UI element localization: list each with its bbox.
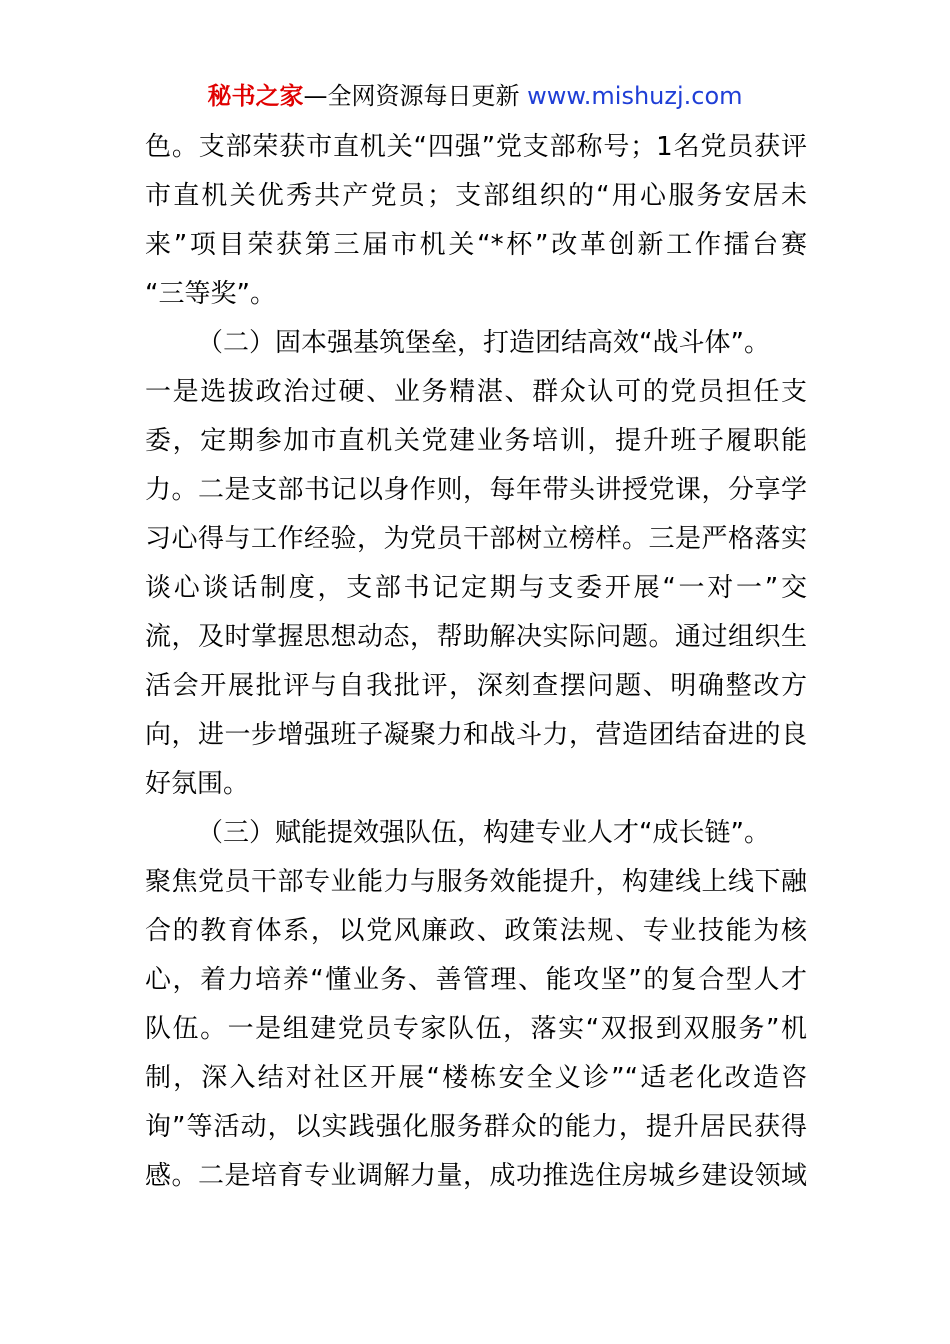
site-url-link[interactable]: www.mishuzj.com: [527, 82, 743, 110]
document-body: [145, 123, 807, 1201]
site-tagline: —全网资源每日更新: [303, 82, 520, 110]
section-heading-2: （二）固本强基筑堡垒，打造团结高效“战斗体”。: [197, 328, 770, 358]
text-line: 委，定期参加市直机关党建业务培训，提升班子履职能: [145, 426, 807, 456]
text-line: 队伍。一是组建党员专家队伍，落实“双报到双服务”机: [145, 1014, 807, 1044]
text-line: 心，着力培养“懂业务、善管理、能攻坚”的复合型人才: [145, 965, 807, 995]
site-header: [0, 78, 950, 114]
text-line: 流，及时掌握思想动态，帮助解决实际问题。通过组织生: [145, 622, 807, 652]
text-line: 力。二是支部书记以身作则，每年带头讲授党课，分享学: [145, 475, 807, 505]
text-line: “三等奖”。: [145, 279, 276, 309]
text-line: 合的教育体系，以党风廉政、政策法规、专业技能为核: [145, 916, 807, 946]
text-line: 色。支部荣获市直机关“四强”党支部称号；1名党员获评: [145, 132, 807, 162]
section-heading-3: （三）赋能提效强队伍，构建专业人才“成长链”。: [197, 818, 770, 848]
text-line: 市直机关优秀共产党员；支部组织的“用心服务安居未: [145, 181, 807, 211]
text-line: 感。二是培育专业调解力量，成功推选住房城乡建设领域: [145, 1161, 807, 1191]
text-line: 一是选拔政治过硬、业务精湛、群众认可的党员担任支: [145, 377, 807, 407]
site-brand: 秘书之家: [207, 82, 304, 110]
text-line: 谈心谈话制度，支部书记定期与支委开展“一对一”交: [145, 573, 807, 603]
text-line: 制，深入结对社区开展“楼栋安全义诊”“适老化改造咨: [145, 1063, 807, 1093]
text-line: 活会开展批评与自我批评，深刻查摆问题、明确整改方: [145, 671, 807, 701]
text-line: 好氛围。: [145, 769, 250, 799]
text-line: 询”等活动，以实践强化服务群众的能力，提升居民获得: [145, 1112, 807, 1142]
text-line: 向，进一步增强班子凝聚力和战斗力，营造团结奋进的良: [145, 720, 807, 750]
text-line: 来”项目荣获第三届市机关“*杯”改革创新工作擂台赛: [145, 230, 807, 260]
text-line: 聚焦党员干部专业能力与服务效能提升，构建线上线下融: [145, 867, 807, 897]
text-line: 习心得与工作经验，为党员干部树立榜样。三是严格落实: [145, 524, 807, 554]
